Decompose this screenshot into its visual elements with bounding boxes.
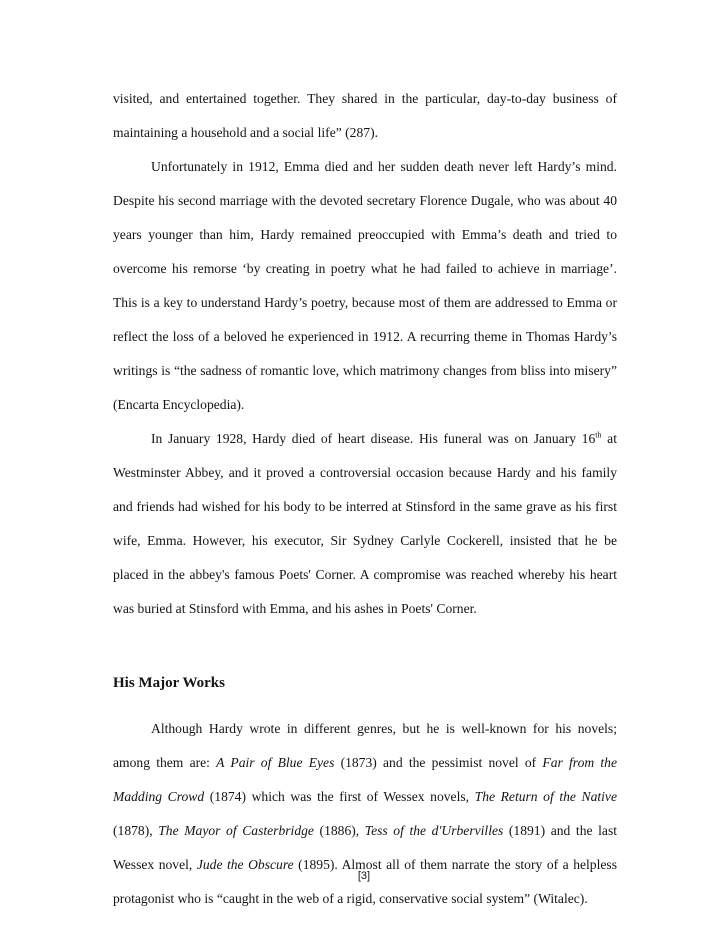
- paragraph-funeral: [113, 422, 617, 626]
- section-heading-major-works: His Major Works: [113, 675, 225, 691]
- works-text-7: (1895). Almost all of them narrate the story of a helpless protagonist who is “caught in the web of a rigid, conservative social system” (Witalec).: [113, 857, 617, 906]
- works-text-4: (1878),: [113, 823, 159, 838]
- funeral-text-start: In January 1928, Hardy died of heart disease. His funeral was on January 16: [151, 431, 596, 446]
- title-pair-of-blue-eyes: A Pair of Blue Eyes: [216, 755, 335, 770]
- works-text-5: (1886),: [313, 823, 365, 838]
- title-mayor-of-casterbridge: The Mayor of Casterbridge: [158, 823, 314, 838]
- title-far-from-madding-crowd: Far from the Madding Crowd: [113, 755, 617, 804]
- document-page-body: [113, 82, 617, 916]
- title-tess: Tess of the d'Urbervilles: [364, 823, 504, 838]
- funeral-text-end: at Westminster Abbey, and it proved a controversial occasion because Hardy and his family and friends had wished for his body to be interred at Stinsford in the same grave as his first wife, Emma. However, his executor, Sir Sydney Carlyle Cockerell, insisted that he be placed in the abbey's famous Poets' Corner. A compromise was reached whereby his heart was buried at Stinsford with Emma, and his ashes in Poets' Corner.: [113, 431, 617, 616]
- works-text-3: (1874) which was the first of Wessex novels,: [204, 789, 475, 804]
- works-text-2: (1873) and the pessimist novel of: [334, 755, 543, 770]
- title-return-of-native: The Return of the Native: [474, 789, 617, 804]
- paragraph-household: visited, and entertained together. They shared in the particular, day-to-day business of maintaining a household and a social life” (287).: [113, 91, 617, 140]
- ordinal-suffix: th: [595, 430, 602, 440]
- works-text-6: (1891) and the last Wessex novel,: [113, 823, 618, 872]
- paragraph-major-works: [113, 712, 617, 916]
- paragraph-emma-death: Unfortunately in 1912, Emma died and her sudden death never left Hardy’s mind. Despite his second marriage with the devoted secretary Florence Dugale, who was about 40 years younger than him, Hardy remained preoccupied with Emma’s death and tried to overcome his remorse ‘by creating in poetry what he had failed to achieve in marriage’. This is a key to understand Hardy’s poetry, because most of them are addressed to Emma or reflect the loss of a beloved he experienced in 1912. A recurring theme in Thomas Hardy’s writings is “the sadness of romantic love, which matrimony changes from bliss into misery” (Encarta Encyclopedia).: [113, 159, 617, 412]
- works-text-1: Although Hardy wrote in different genres, but he is well-known for his novels; among them are:: [113, 721, 617, 770]
- title-jude-the-obscure: Jude the Obscure: [196, 857, 294, 872]
- page-number: [3]: [357, 870, 371, 882]
